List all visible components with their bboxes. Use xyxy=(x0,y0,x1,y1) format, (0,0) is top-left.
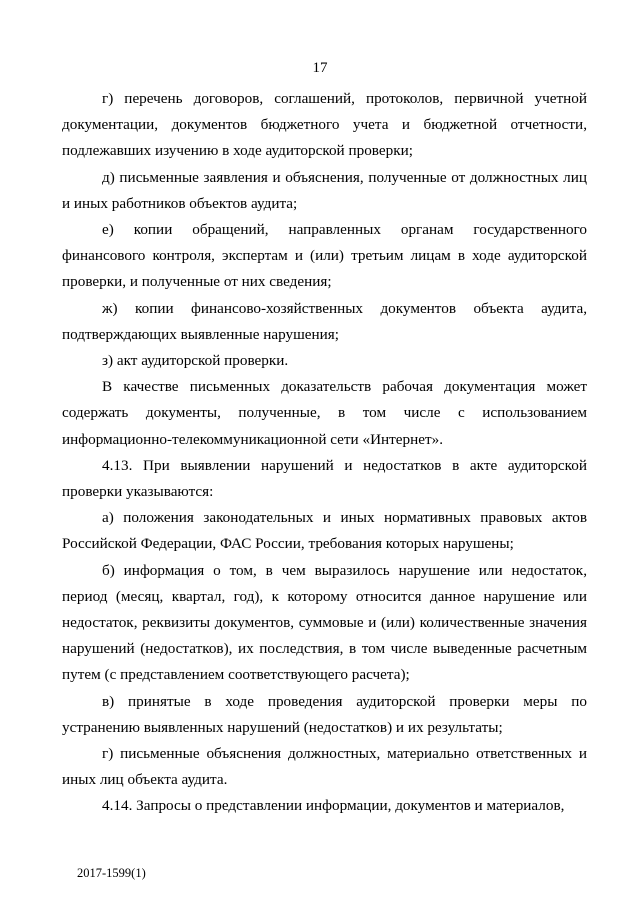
paragraph-g-explanations: г) письменные объяснения должностных, материально ответственных и иных лиц объекта аудита. xyxy=(62,745,587,789)
paragraph-4-13: 4.13. При выявлении нарушений и недостатков в акте аудиторской проверки указываются: xyxy=(62,456,587,501)
paragraph-written-evidence: В качестве письменных доказательств рабочая документация может содержать документы, полученные, в том числе с использованием информационно-телекоммуникационной сети «Интернет». xyxy=(62,378,587,448)
paragraph-e-copies-requests: е) копии обращений, направленных органам государственного финансового контроля, экспертам и (или) третьим лицам в ходе аудиторской проверки, и полученные от них сведения; xyxy=(62,221,587,291)
paragraph-a-provisions: а) положения законодательных и иных нормативных правовых актов Российской Федерации, ФАС России, требования которых нарушены; xyxy=(62,509,587,553)
paragraph-zh-copies-documents: ж) копии финансово-хозяйственных документов объекта аудита, подтверждающих выявленные нарушения; xyxy=(62,299,587,343)
document-body xyxy=(62,86,587,820)
document-code: 2017-1599(1) xyxy=(77,866,146,880)
paragraph-g-list: г) перечень договоров, соглашений, протоколов, первичной учетной документации, документов бюджетного учета и бюджетной отчетности, подлежавших изучению в ходе аудиторской проверки; xyxy=(62,90,587,160)
paragraph-d-statements: д) письменные заявления и объяснения, полученные от должностных лиц и иных работников объектов аудита; xyxy=(62,168,587,212)
paragraph-4-14: 4.14. Запросы о представлении информации, документов и материалов, xyxy=(102,797,565,815)
paragraph-z-audit-act: з) акт аудиторской проверки. xyxy=(102,352,289,370)
paragraph-b-information: б) информация о том, в чем выразилось нарушение или недостаток, период (месяц, квартал, год), к которому относится данное нарушение или недостаток, реквизиты документов, суммовые и (или) количественные значения нарушений (недостатков), их последствия, в том числе выведенные расчетным путем (с представлением соответствующего расчета); xyxy=(62,561,587,684)
page-number: 17 xyxy=(312,60,328,76)
paragraph-v-measures: в) принятые в ходе проведения аудиторской проверки меры по устранению выявленных нарушений (недостатков) и их результаты; xyxy=(62,692,587,736)
